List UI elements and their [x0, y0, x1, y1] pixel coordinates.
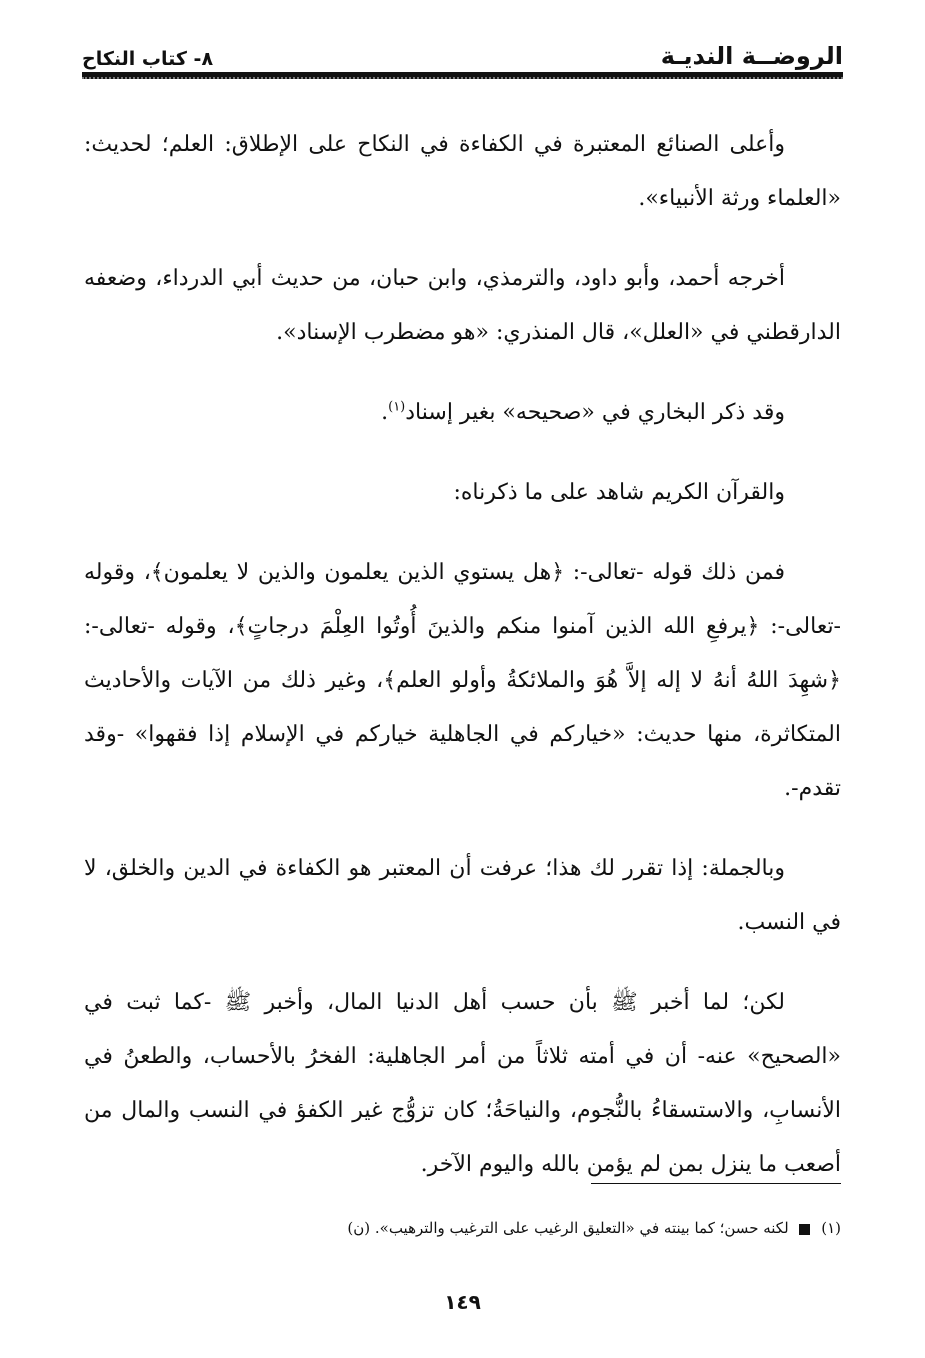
header-rule [82, 72, 843, 79]
paragraph-3-text: وقد ذكر البخاري في «صحيحه» بغير إسناد [405, 400, 785, 425]
paragraph-4: والقرآن الكريم شاهد على ما ذكرناه: [453, 480, 785, 505]
square-marker-icon [799, 1224, 810, 1235]
footnote-reference[interactable]: (١) [388, 399, 406, 415]
paragraph-3 [84, 386, 841, 440]
running-head [82, 28, 843, 70]
body-text [84, 118, 841, 1218]
paragraph-5: فمن ذلك قوله -تعالى-: ﴿هل يستوي الذين يعلمون والذين لا يعلمون﴾، وقوله -تعالى-: ﴿يرفعِ الله الذين آمنوا منكم والذينَ أُوتُوا العِلْمَ درجاتٍ﴾، وقوله -تعالى-: ﴿شهِدَ اللهُ أنهُ لا إله إلاَّ هُوَ والملائكةُ وأولو العلم﴾، وغير ذلك من الآيات والأحاديث المتكاثرة، منها حديث: «خياركم في الجاهلية خياركم في الإسلام إذا فقهوا» -وقد تقدم-. [84, 560, 841, 801]
paragraph-3-end: . [381, 400, 389, 425]
paragraph-6: وبالجملة: إذا تقرر لك هذا؛ عرفت أن المعتبر هو الكفاءة في الدين والخلق، لا في النسب. [84, 856, 841, 935]
footnote-text: لكنه حسن؛ كما بينته في «التعليق الرغيب على الترغيب والترهيب». (ن) [347, 1219, 789, 1237]
footnote [84, 1216, 841, 1240]
footnote-number: (١) [821, 1219, 841, 1237]
chapter-title: ٨- كتاب النكاح [82, 48, 214, 70]
paragraph-7: لكن؛ لما أخبر ﷺ بأن حسب أهل الدنيا المال، وأخبر ﷺ -كما ثبت في «الصحيح» عنه- أن في أمته ثلاثاً من أمر الجاهلية: الفخرُ بالأحساب، والطعنُ في الأنسابِ، والاستسقاءُ بالنُّجوم، والنياحَةُ؛ كان تزوُّج غير الكفؤ في النسب والمال من أصعب ما ينزل بمن لم يؤمن بالله واليوم الآخر. [84, 990, 841, 1177]
book-title: الروضــة النديـة [660, 42, 843, 70]
page-number: ١٤٩ [444, 1290, 481, 1314]
paragraph-2: أخرجه أحمد، وأبو داود، والترمذي، وابن حبان، من حديث أبي الدرداء، وضعفه الدارقطني في «العلل»، قال المنذري: «هو مضطرب الإسناد». [84, 266, 841, 345]
footnote-rule [591, 1183, 841, 1184]
paragraph-1: وأعلى الصنائع المعتبرة في الكفاءة في النكاح على الإطلاق: العلم؛ لحديث: «العلماء ورثة الأنبياء». [84, 132, 841, 211]
